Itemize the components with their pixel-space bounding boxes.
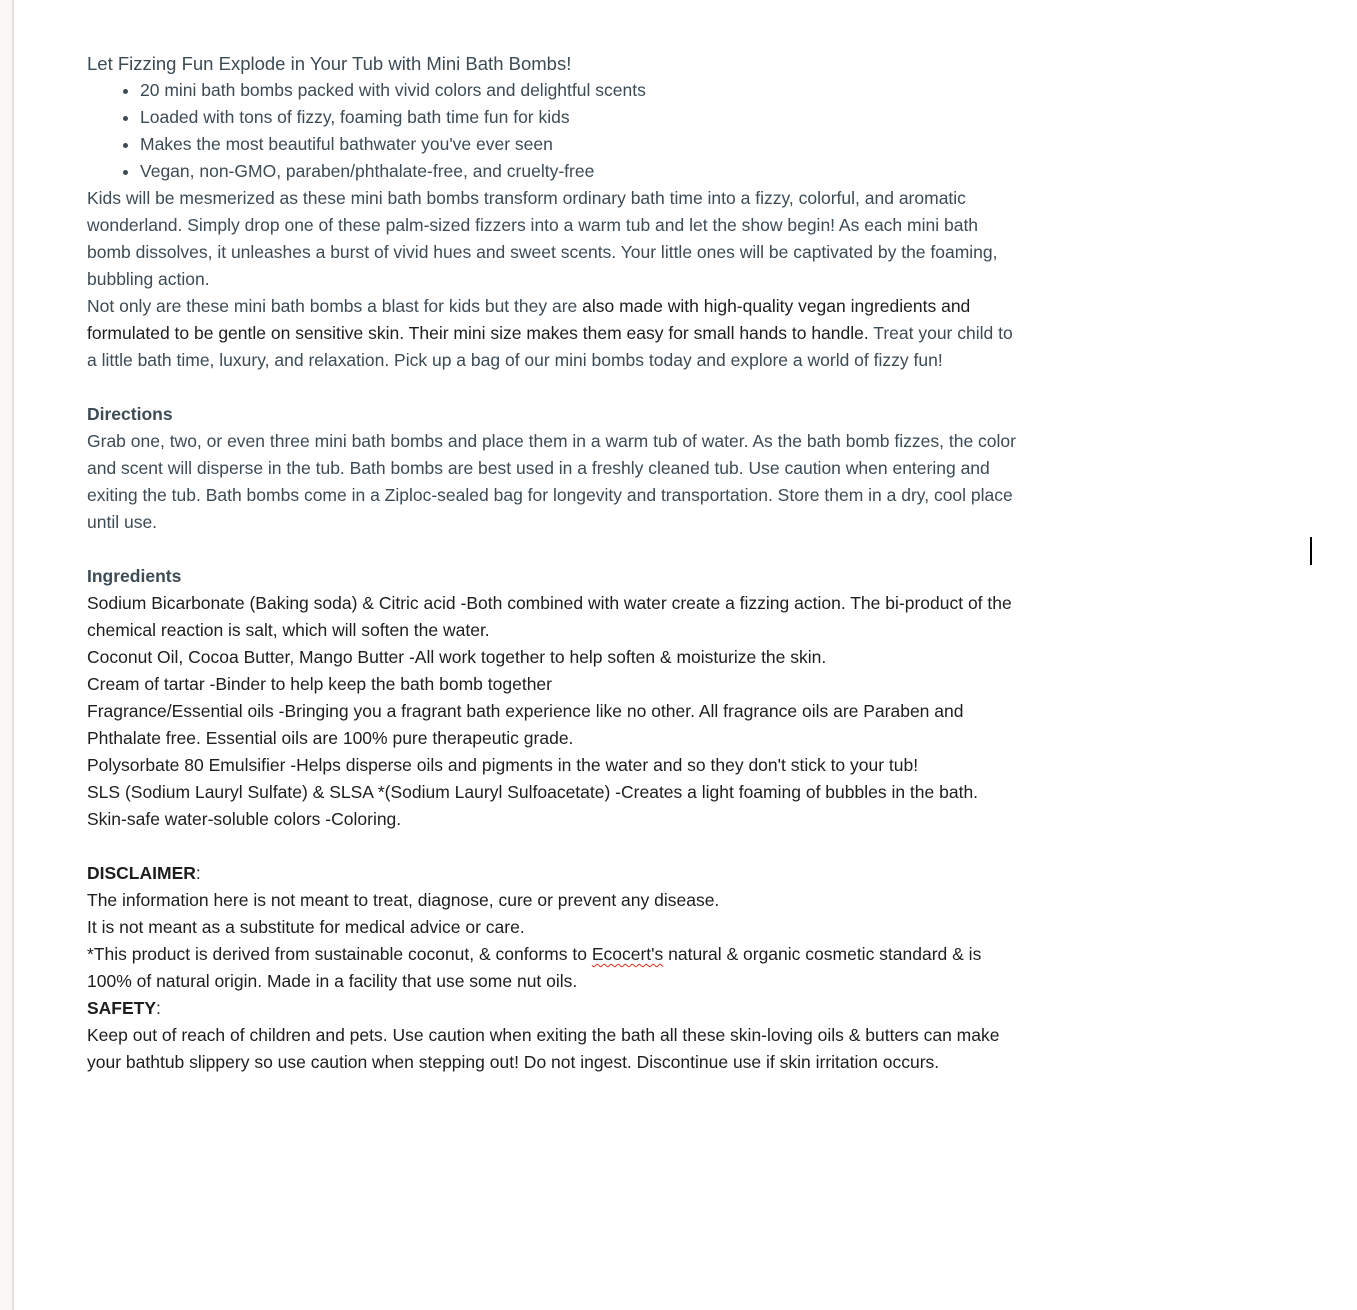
safety-heading-colon[interactable]: : — [156, 998, 161, 1018]
paragraph-not-only-gray1[interactable]: Not only are these mini bath bombs a blast for kids but they are — [87, 296, 583, 316]
safety-body[interactable]: Keep out of reach of children and pets. Use caution when exiting the bath all these skin-loving oils & butters can make your bathtub slippery so use caution when stepping out! Do not ingest. Discontinue use if skin irritation occurs. — [87, 1025, 1000, 1072]
feature-bullet-list[interactable] — [87, 77, 1022, 185]
ingredient-item-7[interactable]: Skin-safe water-soluble colors -Coloring. — [87, 809, 402, 829]
bullet-item-2[interactable]: • Loaded with tons of fizzy, foaming bath time fun for kids — [140, 104, 1022, 131]
text-cursor — [1310, 537, 1312, 565]
disclaimer-line3-post[interactable]: natural & organic cosmetic standard & is 100% of natural origin. Made in a facility that use some nut oils. — [87, 944, 982, 991]
disclaimer-heading-word[interactable]: DISCLAIMER — [87, 863, 196, 883]
disclaimer-line-2[interactable]: It is not meant as a substitute for medical advice or care. — [87, 917, 525, 937]
ingredient-item-6[interactable]: SLS (Sodium Lauryl Sulfate) & SLSA *(Sodium Lauryl Sulfoacetate) -Creates a light foaming of bubbles in the bath. — [87, 782, 979, 802]
disclaimer-heading[interactable] — [87, 860, 1022, 887]
paragraph-kids-mesmerized[interactable]: Kids will be mesmerized as these mini bath bombs transform ordinary bath time into a fizzy, colorful, and aromatic wonderland. Simply drop one of these palm-sized fizzers into a warm tub and let the show begin! As each mini bath bomb dissolves, it unleashes a burst of vivid hues and sweet scents. Your little ones will be captivated by the foaming, bubbling action. — [87, 188, 998, 289]
paragraph-not-only[interactable] — [87, 293, 1022, 374]
directions-body[interactable]: Grab one, two, or even three mini bath bombs and place them in a warm tub of water. As the bath bomb fizzes, the color and scent will disperse in the tub. Bath bombs are best used in a freshly cleaned tub. Use caution when entering and exiting the tub. Bath bombs come in a Ziploc-sealed bag for longevity and transportation. Store them in a dry, cool place until use. — [87, 431, 1016, 532]
disclaimer-line-3[interactable] — [87, 941, 1022, 995]
ingredient-item-5[interactable]: Polysorbate 80 Emulsifier -Helps disperse oils and pigments in the water and so they don't stick to your tub! — [87, 755, 919, 775]
bullet-item-1[interactable]: • 20 mini bath bombs packed with vivid colors and delightful scents — [140, 77, 1022, 104]
document-text-area[interactable] — [87, 0, 1022, 1076]
paragraph-not-only-dark[interactable]: also made with high-quality vegan ingredients and formulated to be gentle on sensitive skin. Their mini size makes them easy for small hands to handle. — [87, 296, 971, 343]
doc-title[interactable]: Let Fizzing Fun Explode in Your Tub with Mini Bath Bombs! — [87, 53, 572, 74]
directions-heading[interactable]: Directions — [87, 404, 173, 424]
ingredient-item-1[interactable]: Sodium Bicarbonate (Baking soda) & Citric acid -Both combined with water create a fizzing action. The bi-product of the chemical reaction is salt, which will soften the water. — [87, 593, 1012, 640]
ingredient-item-4[interactable]: Fragrance/Essential oils -Bringing you a fragrant bath experience like no other. All fragrance oils are Paraben and Phthalate free. Essential oils are 100% pure therapeutic grade. — [87, 701, 964, 748]
misspelled-word-ecocerts[interactable]: Ecocert's — [591, 944, 664, 964]
ingredient-item-3[interactable]: Cream of tartar -Binder to help keep the bath bomb together — [87, 674, 552, 694]
disclaimer-line3-pre[interactable]: *This product is derived from sustainable coconut, & conforms to — [87, 944, 592, 964]
disclaimer-heading-colon[interactable]: : — [195, 863, 201, 883]
disclaimer-safety-section[interactable] — [87, 860, 1022, 1076]
bullet-item-3[interactable]: • Makes the most beautiful bathwater you've ever seen — [140, 131, 1022, 158]
ingredients-heading[interactable]: Ingredients — [87, 566, 182, 586]
ingredients-section[interactable] — [87, 563, 1022, 833]
page-left-edge — [0, 0, 14, 1310]
bullet-item-4[interactable]: • Vegan, non-GMO, paraben/phthalate-free, and cruelty-free — [140, 158, 1022, 185]
safety-heading[interactable] — [87, 995, 1022, 1022]
ingredient-item-2[interactable]: Coconut Oil, Cocoa Butter, Mango Butter -All work together to help soften & moisturize the skin. — [87, 647, 827, 667]
paragraph-not-only-gray2[interactable]: Treat your child to a little bath time, luxury, and relaxation. Pick up a bag of our mini bombs today and explore a world of fizzy fun! — [87, 323, 1013, 370]
disclaimer-line-1[interactable]: The information here is not meant to treat, diagnose, cure or prevent any disease. — [87, 890, 720, 910]
directions-section[interactable] — [87, 401, 1022, 536]
safety-heading-word[interactable]: SAFETY — [87, 998, 157, 1018]
